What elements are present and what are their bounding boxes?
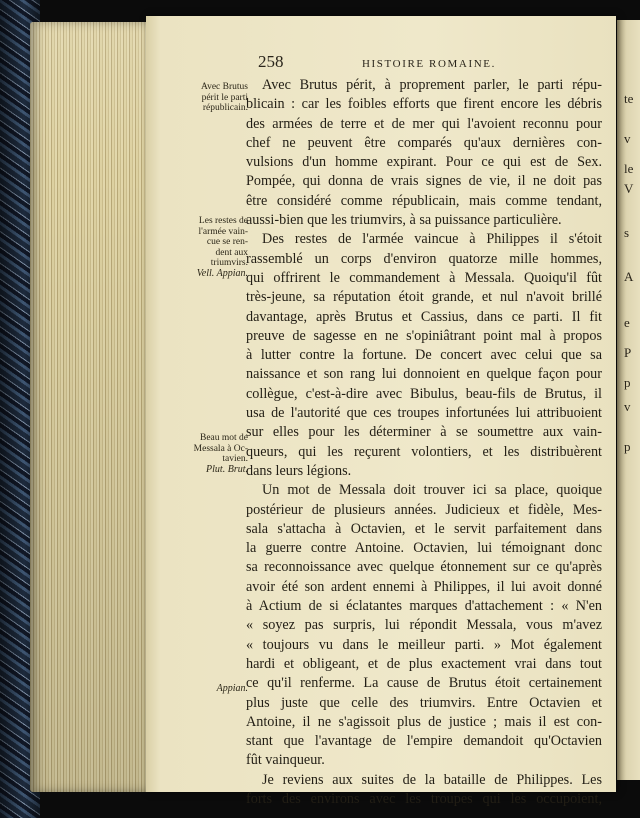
margin-note-line: Messala à Oc- [193,443,248,454]
text-line: la guerre contre Antoine. Octavien, lui témoignant donc [246,540,602,557]
margin-note-line: cue se ren- [206,237,248,247]
next-page-fragment: p [624,375,631,390]
text-line: Je reviens aux suites de la bataille de Philippes. Les [262,771,602,788]
text-line: sur elles pour les déterminer à se soumettre aux vain- [246,424,602,441]
text-line: sala s'attacha à Octavien, et le servit parfaitement dans [246,520,602,537]
next-page-fragment: e [624,315,630,330]
text-line: usa de l'autorité que ces troupes infortunées lui attribuoient [246,405,602,422]
text-line: forts des environs avec les troupes qui les occupoient, [246,790,602,807]
text-line: collègue, c'est-à-dire avec Bibulus, beau-fils de Brutus, il [246,385,602,402]
text-line: queurs, qui les reçurent volontiers, et les distribuèrent [246,443,602,460]
margin-note-line: dent aux [215,247,248,258]
page-header [258,52,618,74]
text-line: Pompée, qui donna de vrais signes de vie, il ne doit pas [246,173,602,190]
text-line: postérieur de plusieurs années. Judicieux et fidèle, Mes- [246,501,602,518]
text-line: naissance et son rang lui donnoient en quelque façon pour [246,366,602,383]
text-line: Antoine, il ne s'agissoit plus de justice ; mais il est con- [246,713,602,730]
text-line: plus juste que celle des triumvirs. Entre Octavien et [246,694,602,711]
text-line: aussi-bien que les triumvirs, à sa puissance particulière. [246,212,562,229]
text-line: blicain : car les foibles efforts que firent encore les débris [246,96,602,113]
text-line: « toujours vu dans le meilleur parti. » Mot également [246,636,602,653]
text-line: hardi et obligeant, et de plus exactement vrai dans tout [246,655,602,672]
margin-note-line: Avec Brutus [200,82,248,92]
next-page-fragment: V [624,181,634,196]
margin-note-source: Plut. Brut. [206,463,248,475]
margin-note [182,433,248,475]
margin-note-line: triumvirs. [210,258,248,268]
next-page-fragment: p [624,439,631,454]
margin-note [182,216,248,279]
text-line: rassemblé un corps d'environ quatorze mille hommes, [246,250,602,267]
next-page-fragment: A [624,269,634,284]
margin-note-line: tavien. [222,454,248,464]
margin-note-source: Appian. [216,683,248,694]
next-page-fragment: le [624,161,634,176]
text-line: ce qu'il renferme. La cause de Brutus étoit certainement [246,675,602,692]
text-line: des armées de terre et de mer qui l'avoient reconnu pour [246,115,602,132]
text-line: à Actium de si éclatantes marques d'attachement : « N'en [246,598,602,615]
running-title: HISTOIRE ROMAINE. [362,58,496,70]
margin-note-line: périt le parti [201,92,248,103]
next-page-fragment: P [624,345,632,360]
next-page-fragment: te [624,91,634,106]
text-line: « soyez pas surpris, lui répondit Messala, vous m'avez [246,617,602,634]
page-body [246,76,602,809]
text-line: Avec Brutus périt, à proprement parler, le parti répu- [262,77,602,93]
text-line: davantage, après Brutus et Cassius, dans ce parti. Il fit [246,308,602,325]
next-page-fragment: v [624,131,631,146]
margin-note [182,82,248,114]
page-stack-edge [30,22,150,792]
text-line: qui offrirent le commandement à Messala. Quoiqu'il fût [246,269,602,286]
next-page-fragment: v [624,399,631,414]
text-line: chef ne peuvent être comparés qu'aux dernières con- [246,134,602,151]
text-line: Des restes de l'armée vaincue à Philippes il s'étoit [262,231,602,248]
page-number: 258 [258,52,284,71]
text-line: fût vainqueur. [246,752,325,769]
next-page-fragment: s [624,225,630,240]
text-line: preuve de sagesse en ne s'opiniâtrant point mal à propos [246,327,602,344]
margin-note-line: républicain. [202,103,248,113]
text-line: Un mot de Messala doit trouver ici sa place, quoique [262,482,602,499]
text-line: dans leurs légions. [246,462,352,479]
margin-note-line: l'armée vain- [198,226,248,237]
margin-note-source: Vell. Appian. [196,267,248,279]
margin-note-line: Les restes de [198,216,248,226]
next-page-edge [617,20,640,780]
text-line: être considéré comme républicain, mais comme tendant, [246,192,602,209]
margin-note-line: Beau mot de [199,433,248,443]
text-line: vulsions d'un homme expirant. Pour ce qui est de Sex. [246,154,602,171]
text-line: avoir été son ardent ennemi à Philippes, il lui avoit donné [246,578,602,595]
margin-note [182,684,248,695]
text-line: stant que l'avantage de l'empire demandoit qu'Octavien [246,733,602,750]
text-line: à lutter contre la fortune. De concert avec celui que sa [246,347,602,364]
text-line: sa reconnoissance avec quelque étonnement sur ce qu'après [246,559,602,576]
text-line: très-jeune, sa réputation étoit grande, et nul n'avoit brillé [246,289,602,306]
